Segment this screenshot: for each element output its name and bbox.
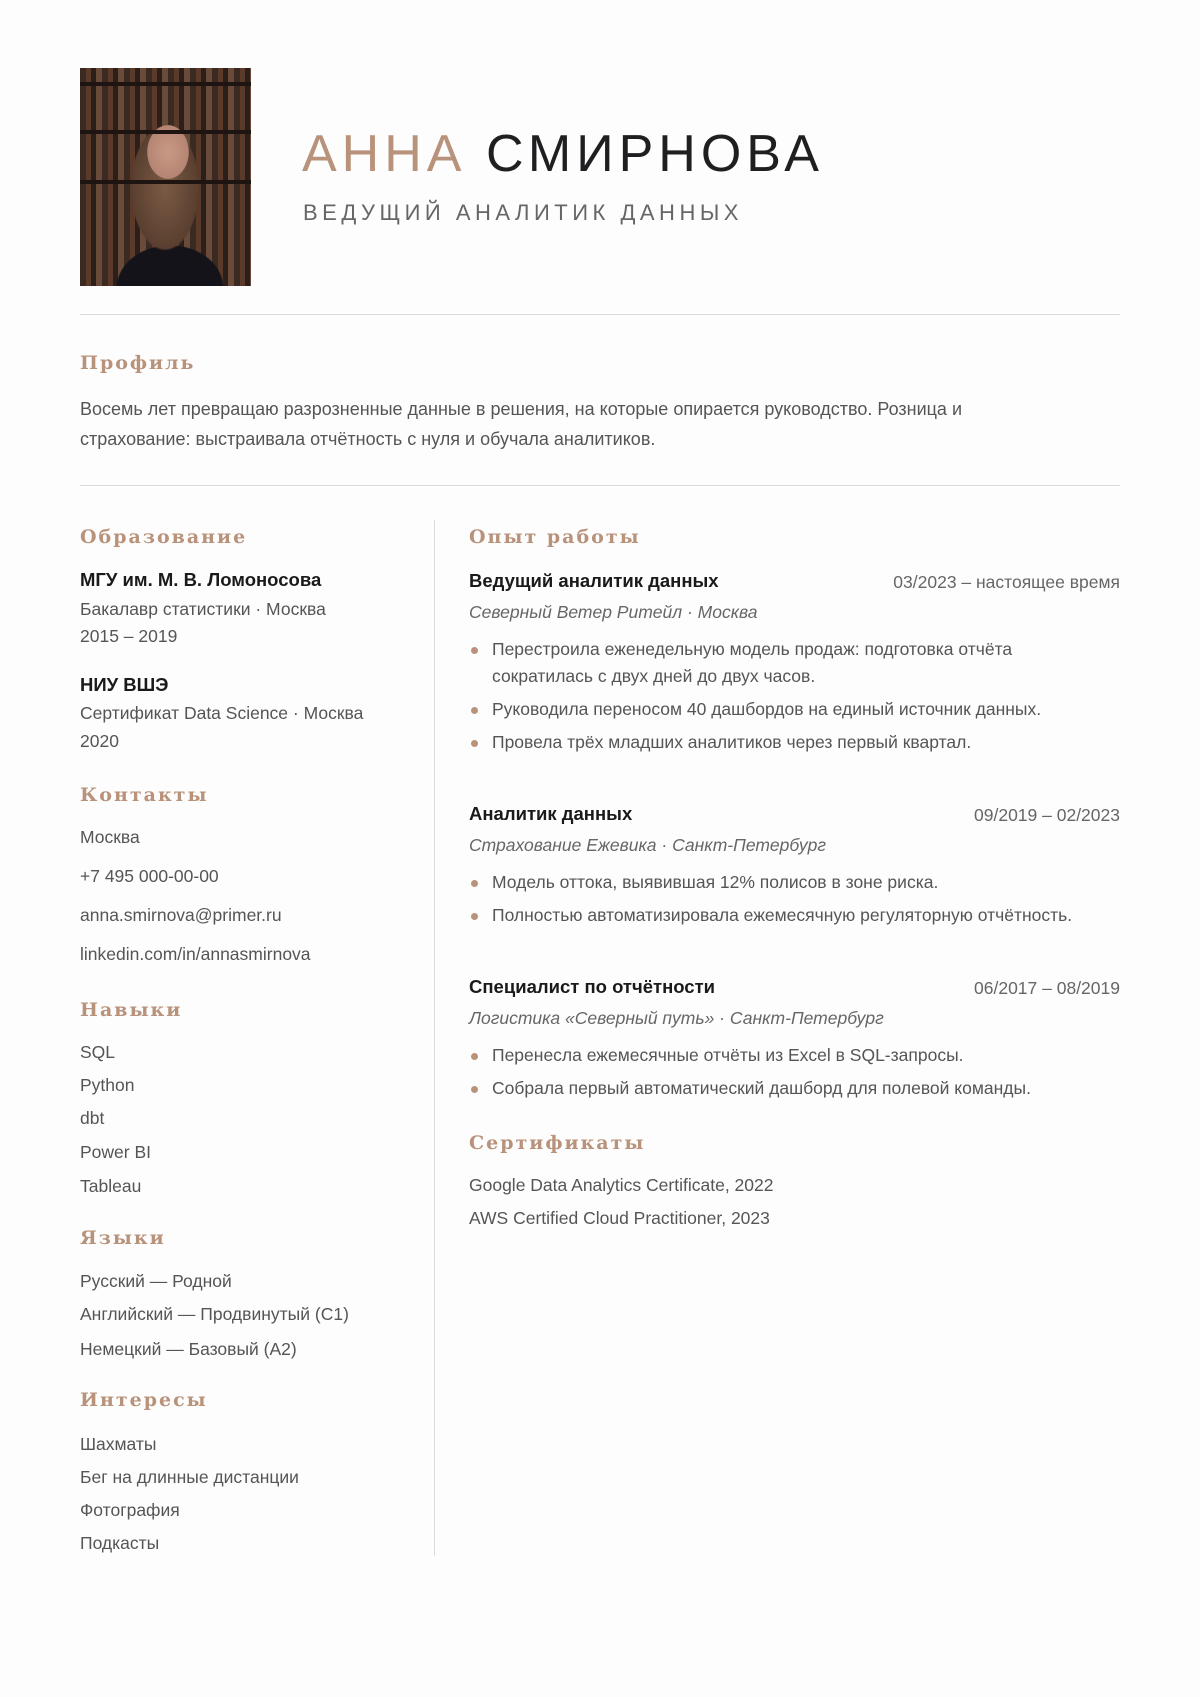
profile-heading: Профиль <box>80 352 196 374</box>
job-bullets <box>469 1042 1119 1102</box>
education-school: НИУ ВШЭ <box>80 674 169 695</box>
certificate-item: AWS Certified Cloud Practitioner, 2023 <box>469 1208 770 1228</box>
skill-item: Power BI <box>80 1142 151 1162</box>
job-company: Страхование Ежевика · Санкт-Петербург <box>469 835 826 855</box>
certificate-item: Google Data Analytics Certificate, 2022 <box>469 1175 774 1195</box>
education-years: 2020 <box>80 731 119 751</box>
education-detail: Сертификат Data Science · Москва <box>80 703 364 723</box>
language-item: Русский — Родной <box>80 1271 232 1291</box>
job-bullets <box>469 869 1119 929</box>
job-dates: 03/2023 – настоящее время <box>893 572 1120 592</box>
education-heading: Образование <box>80 526 248 548</box>
job-role: Специалист по отчётности <box>469 976 716 997</box>
education-detail: Бакалавр статистики · Москва <box>80 599 326 619</box>
languages-heading: Языки <box>80 1227 166 1249</box>
job-company: Северный Ветер Ритейл · Москва <box>469 602 758 622</box>
job-bullet: Перестроила еженедельную модель продаж: подготовка отчёта сократилась с двух дней до двух часов. <box>469 636 1069 690</box>
interests-heading: Интересы <box>80 1389 208 1411</box>
job-bullet: Руководила переносом 40 дашбордов на единый источник данных. <box>469 696 1069 723</box>
job-bullet: Провела трёх младших аналитиков через первый квартал. <box>469 729 1069 756</box>
contact-phone[interactable]: +7 495 000-00-00 <box>80 866 219 886</box>
contact-email[interactable]: anna.smirnova@primer.ru <box>80 905 282 925</box>
job-role: Аналитик данных <box>469 803 633 824</box>
skills-heading: Навыки <box>80 999 183 1021</box>
skill-item: Python <box>80 1075 135 1095</box>
language-item: Английский — Продвинутый (C1) <box>80 1304 349 1324</box>
column-divider <box>434 520 435 1556</box>
last-name: СМИРНОВА <box>485 125 824 183</box>
job-title: ВЕДУЩИЙ АНАЛИТИК ДАННЫХ <box>303 200 743 225</box>
job-bullet: Полностью автоматизировала ежемесячную регуляторную отчётность. <box>469 902 1119 929</box>
interest-item: Подкасты <box>80 1533 160 1553</box>
interest-item: Фотография <box>80 1500 180 1520</box>
first-name: АННА <box>302 125 467 183</box>
job-bullet: Перенесла ежемесячные отчёты из Excel в SQL-запросы. <box>469 1042 1119 1069</box>
job-bullets <box>469 636 1069 756</box>
contact-linkedin[interactable]: linkedin.com/in/annasmirnova <box>80 944 311 964</box>
skill-item: Tableau <box>80 1176 142 1196</box>
job-bullet: Модель оттока, выявившая 12% полисов в зоне риска. <box>469 869 1119 896</box>
education-years: 2015 – 2019 <box>80 626 178 646</box>
interest-item: Шахматы <box>80 1434 157 1454</box>
contact-city: Москва <box>80 827 140 847</box>
job-dates: 09/2019 – 02/2023 <box>974 805 1120 825</box>
header-divider <box>80 314 1120 315</box>
profile-divider <box>80 485 1120 486</box>
job-bullet: Собрала первый автоматический дашборд для полевой команды. <box>469 1075 1119 1102</box>
experience-heading: Опыт работы <box>469 526 641 548</box>
person-name <box>302 124 824 184</box>
job-role: Ведущий аналитик данных <box>469 570 719 591</box>
job-company: Логистика «Северный путь» · Санкт-Петербург <box>469 1008 884 1028</box>
contacts-heading: Контакты <box>80 784 209 806</box>
profile-photo <box>80 68 251 286</box>
interest-item: Бег на длинные дистанции <box>80 1467 299 1487</box>
language-item: Немецкий — Базовый (A2) <box>80 1339 297 1359</box>
job-dates: 06/2017 – 08/2019 <box>974 978 1120 998</box>
profile-text: Восемь лет превращаю разрозненные данные в решения, на которые опирается руководство. Розница и страхование: выстраивала отчётность с нуля и обучала аналитиков. <box>80 399 962 449</box>
skill-item: dbt <box>80 1108 105 1128</box>
skill-item: SQL <box>80 1042 116 1062</box>
certificates-heading: Сертификаты <box>469 1132 646 1154</box>
education-school: МГУ им. М. В. Ломоносова <box>80 569 322 590</box>
